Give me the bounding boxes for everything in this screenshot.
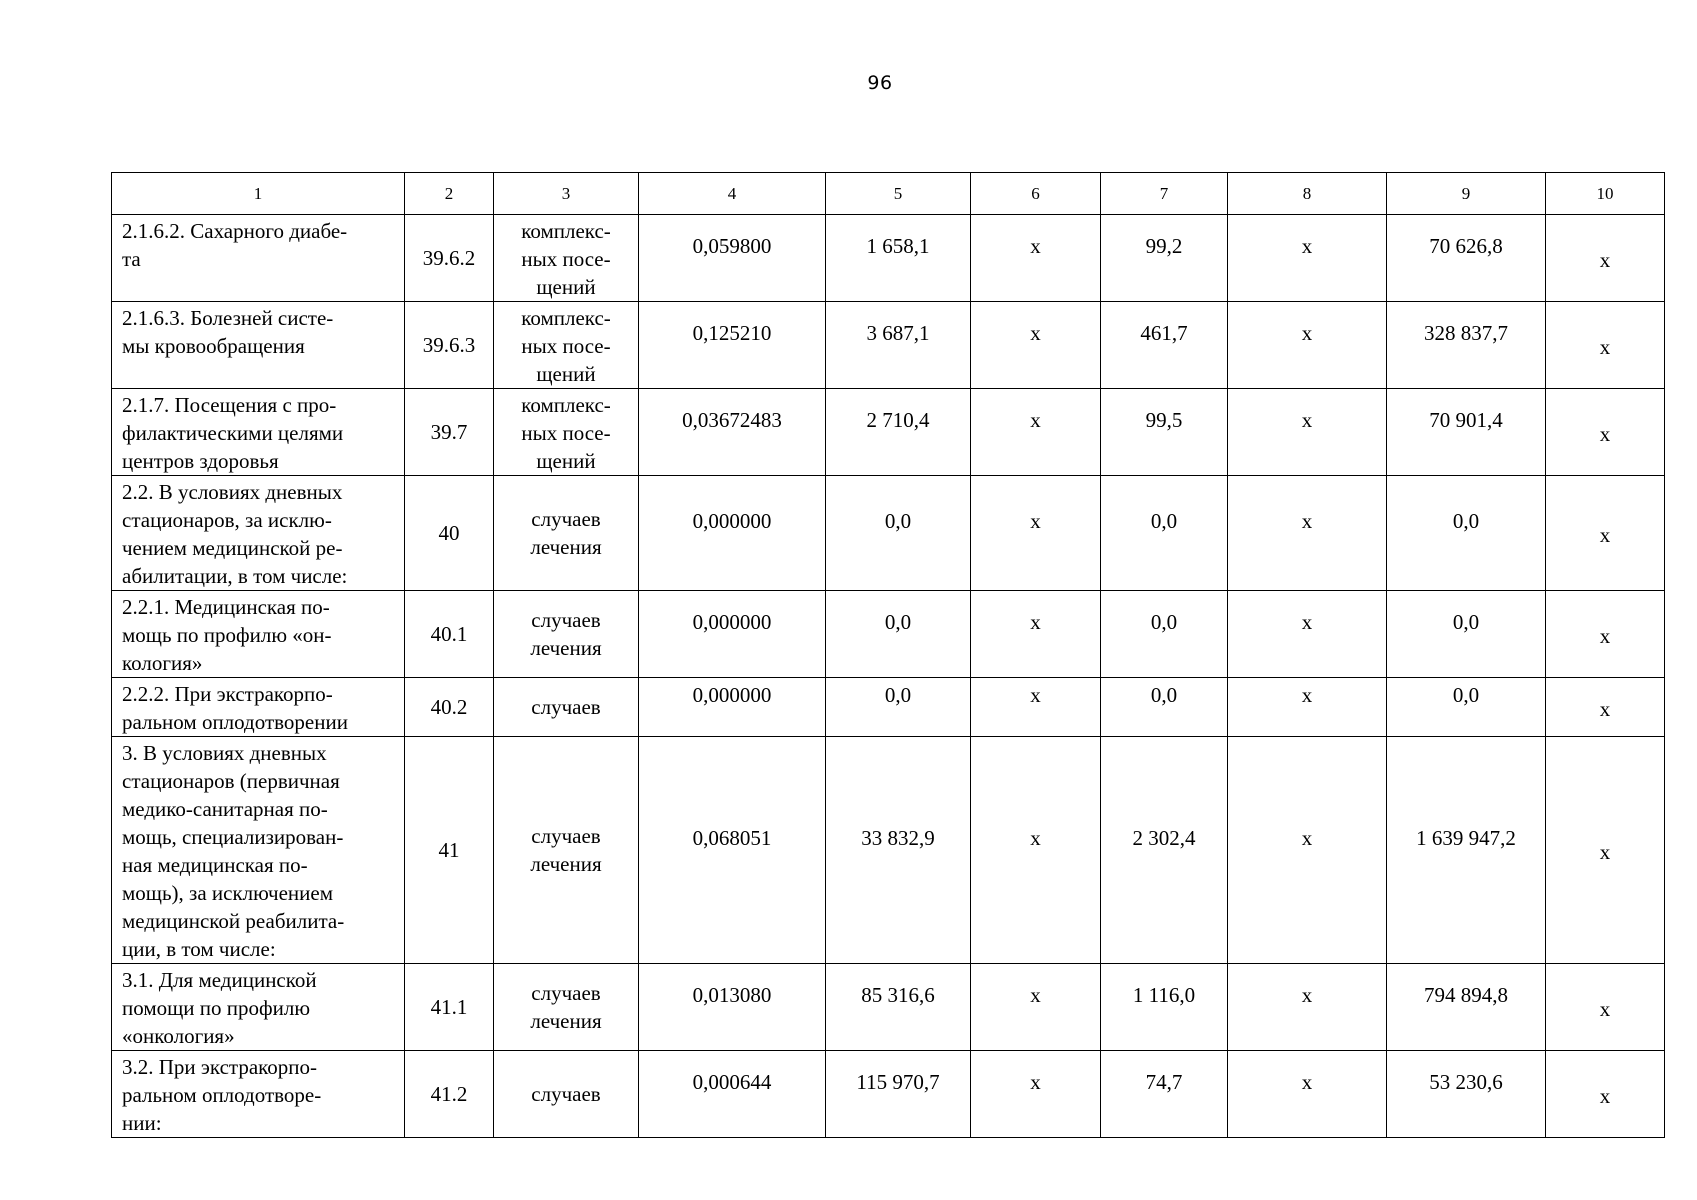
value-text: х xyxy=(1030,509,1041,533)
value-text: 0,000000 xyxy=(692,509,772,533)
value-text: 794 894,8 xyxy=(1424,983,1508,1007)
value-text: х xyxy=(1030,983,1041,1007)
value-text: 115 970,7 xyxy=(856,1070,940,1094)
unit-cell: случаев лечения xyxy=(494,964,639,1051)
code-cell xyxy=(405,737,494,964)
value-cell xyxy=(1228,737,1387,964)
value-text: 0,0 xyxy=(884,509,912,533)
value-text: х xyxy=(1599,248,1611,272)
unit-cell: случаев лечения xyxy=(494,737,639,964)
code-text: 39.6.2 xyxy=(422,246,476,270)
value-text: 0,0 xyxy=(1452,509,1480,533)
code-cell xyxy=(405,964,494,1051)
unit-cell: случаев xyxy=(494,678,639,737)
value-cell xyxy=(1546,964,1665,1051)
value-text: х xyxy=(1599,840,1611,864)
value-cell xyxy=(1101,737,1228,964)
value-cell xyxy=(826,389,971,476)
value-cell xyxy=(1228,964,1387,1051)
value-cell xyxy=(1228,389,1387,476)
value-cell xyxy=(1387,215,1546,302)
value-cell xyxy=(1101,389,1228,476)
code-cell xyxy=(405,678,494,737)
row-name-cell: 3.1. Для медицинской помощи по профилю «онкология» xyxy=(112,964,405,1051)
value-cell xyxy=(1101,302,1228,389)
value-cell xyxy=(1228,678,1387,737)
value-cell xyxy=(1387,678,1546,737)
value-cell xyxy=(1546,1051,1665,1138)
unit-cell: случаев xyxy=(494,1051,639,1138)
header-cell: 9 xyxy=(1387,173,1546,215)
header-cell: 7 xyxy=(1101,173,1228,215)
value-text: 1 116,0 xyxy=(1132,983,1196,1007)
table-row xyxy=(112,678,1665,737)
value-text: 0,125210 xyxy=(692,321,772,345)
table-row xyxy=(112,737,1665,964)
header-cell: 3 xyxy=(494,173,639,215)
value-cell xyxy=(639,591,826,678)
value-text: 0,013080 xyxy=(692,983,772,1007)
value-cell xyxy=(1101,591,1228,678)
value-text: х xyxy=(1301,983,1313,1007)
code-text: 40.1 xyxy=(430,622,468,646)
value-cell xyxy=(1228,476,1387,591)
value-text: 2 710,4 xyxy=(866,408,930,432)
value-cell xyxy=(639,678,826,737)
value-text: х xyxy=(1301,509,1313,533)
value-cell xyxy=(826,964,971,1051)
value-text: х xyxy=(1301,1070,1313,1094)
value-cell xyxy=(1101,215,1228,302)
value-text: 70 626,8 xyxy=(1429,234,1503,258)
code-text: 40.2 xyxy=(430,695,468,719)
value-text: 0,000000 xyxy=(692,683,772,707)
page-number: 96 xyxy=(867,72,893,94)
value-text: х xyxy=(1030,408,1041,432)
data-table xyxy=(111,172,1665,1138)
table-row xyxy=(112,964,1665,1051)
code-text: 39.6.3 xyxy=(422,333,476,357)
value-cell xyxy=(826,1051,971,1138)
value-cell xyxy=(1387,964,1546,1051)
value-text: 0,0 xyxy=(884,610,912,634)
value-cell xyxy=(1546,302,1665,389)
value-cell xyxy=(1101,476,1228,591)
table-row xyxy=(112,476,1665,591)
value-cell xyxy=(971,389,1101,476)
value-text: х xyxy=(1301,408,1313,432)
unit-cell: комплекс- ных посе- щений xyxy=(494,389,639,476)
row-name-cell: 3. В условиях дневных стационаров (первичная медико-санитарная по- мощь, специализирован- ная медицинская по- мощь), за исключением медицинской реабилита- ции, в том числе: xyxy=(112,737,405,964)
header-cell: 8 xyxy=(1228,173,1387,215)
value-cell xyxy=(971,476,1101,591)
code-cell xyxy=(405,1051,494,1138)
code-text: 41.1 xyxy=(430,995,468,1019)
value-cell xyxy=(1228,215,1387,302)
table-row xyxy=(112,215,1665,302)
value-cell xyxy=(1546,215,1665,302)
code-text: 41.2 xyxy=(430,1082,468,1106)
value-cell xyxy=(1546,476,1665,591)
table-header-row xyxy=(112,173,1665,215)
value-cell xyxy=(826,737,971,964)
value-text: 99,2 xyxy=(1145,234,1183,258)
value-cell xyxy=(639,215,826,302)
value-cell xyxy=(1387,302,1546,389)
code-cell xyxy=(405,476,494,591)
value-text: 0,03672483 xyxy=(682,408,782,432)
value-text: х xyxy=(1030,234,1041,258)
value-cell xyxy=(971,1051,1101,1138)
value-text: 1 639 947,2 xyxy=(1416,826,1516,850)
value-cell xyxy=(826,476,971,591)
value-text: х xyxy=(1301,234,1313,258)
value-text: 33 832,9 xyxy=(861,826,935,850)
value-text: х xyxy=(1599,422,1611,446)
value-text: 0,0 xyxy=(1150,509,1178,533)
value-cell xyxy=(1228,1051,1387,1138)
value-text: 0,0 xyxy=(1150,683,1178,707)
value-cell xyxy=(1546,389,1665,476)
code-text: 39.7 xyxy=(430,420,468,444)
value-text: х xyxy=(1301,321,1313,345)
code-cell xyxy=(405,591,494,678)
value-cell xyxy=(639,737,826,964)
value-text: х xyxy=(1030,321,1041,345)
unit-cell: случаев лечения xyxy=(494,591,639,678)
value-text: х xyxy=(1599,1084,1611,1108)
value-text: 0,0 xyxy=(1150,610,1178,634)
value-cell xyxy=(826,678,971,737)
value-text: 0,000000 xyxy=(692,610,772,634)
value-cell xyxy=(1228,302,1387,389)
value-text: х xyxy=(1301,610,1313,634)
value-cell xyxy=(639,389,826,476)
value-text: х xyxy=(1599,523,1611,547)
value-cell xyxy=(971,215,1101,302)
table-row xyxy=(112,1051,1665,1138)
value-cell xyxy=(1101,1051,1228,1138)
unit-cell: случаев лечения xyxy=(494,476,639,591)
value-text: х xyxy=(1030,826,1041,850)
code-cell xyxy=(405,302,494,389)
value-cell xyxy=(971,678,1101,737)
table-row xyxy=(112,302,1665,389)
value-text: 3 687,1 xyxy=(866,321,930,345)
header-cell: 2 xyxy=(405,173,494,215)
value-cell xyxy=(1546,678,1665,737)
value-text: х xyxy=(1030,683,1041,707)
header-cell: 5 xyxy=(826,173,971,215)
value-text: х xyxy=(1030,1070,1041,1094)
value-text: х xyxy=(1599,697,1611,721)
code-text: 41 xyxy=(438,838,460,862)
value-text: 0,0 xyxy=(884,683,912,707)
value-text: х xyxy=(1599,624,1611,648)
value-cell xyxy=(826,215,971,302)
value-text: 53 230,6 xyxy=(1429,1070,1503,1094)
value-text: х xyxy=(1301,683,1313,707)
value-cell xyxy=(1101,964,1228,1051)
value-text: х xyxy=(1599,997,1611,1021)
value-cell xyxy=(639,964,826,1051)
value-cell xyxy=(1546,737,1665,964)
value-cell xyxy=(1546,591,1665,678)
value-text: 0,0 xyxy=(1452,610,1480,634)
header-cell: 4 xyxy=(639,173,826,215)
value-cell xyxy=(971,302,1101,389)
value-cell xyxy=(639,1051,826,1138)
header-cell: 1 xyxy=(112,173,405,215)
value-cell xyxy=(971,591,1101,678)
table-row xyxy=(112,389,1665,476)
value-text: х xyxy=(1599,335,1611,359)
value-cell xyxy=(1387,591,1546,678)
value-cell xyxy=(639,302,826,389)
row-name-cell: 2.1.6.3. Болезней систе- мы кровообращения xyxy=(112,302,405,389)
value-text: 328 837,7 xyxy=(1424,321,1508,345)
value-text: х xyxy=(1301,826,1313,850)
header-cell: 6 xyxy=(971,173,1101,215)
code-text: 40 xyxy=(438,521,460,545)
value-cell xyxy=(1101,678,1228,737)
value-cell xyxy=(1387,389,1546,476)
value-cell xyxy=(639,476,826,591)
unit-cell: комплекс- ных посе- щений xyxy=(494,302,639,389)
code-cell xyxy=(405,389,494,476)
value-cell xyxy=(1387,1051,1546,1138)
header-cell: 10 xyxy=(1546,173,1665,215)
row-name-cell: 2.1.7. Посещения с про- филактическими целями центров здоровья xyxy=(112,389,405,476)
row-name-cell: 3.2. При экстракорпо- ральном оплодотворе- нии: xyxy=(112,1051,405,1138)
value-text: 2 302,4 xyxy=(1132,826,1196,850)
value-cell xyxy=(971,737,1101,964)
value-text: 85 316,6 xyxy=(861,983,935,1007)
value-text: 461,7 xyxy=(1140,321,1188,345)
value-text: 99,5 xyxy=(1145,408,1183,432)
row-name-cell: 2.2.1. Медицинская по- мощь по профилю «он- кология» xyxy=(112,591,405,678)
value-cell xyxy=(1228,591,1387,678)
row-name-cell: 2.2.2. При экстракорпо- ральном оплодотворении xyxy=(112,678,405,737)
row-name-cell: 2.1.6.2. Сахарного диабе- та xyxy=(112,215,405,302)
value-text: 70 901,4 xyxy=(1429,408,1503,432)
code-cell xyxy=(405,215,494,302)
value-text: 1 658,1 xyxy=(866,234,930,258)
row-name-cell: 2.2. В условиях дневных стационаров, за исклю- чением медицинской ре- абилитации, в том числе: xyxy=(112,476,405,591)
value-text: х xyxy=(1030,610,1041,634)
table-row xyxy=(112,591,1665,678)
value-text: 0,000644 xyxy=(692,1070,772,1094)
value-cell xyxy=(1387,737,1546,964)
value-cell xyxy=(1387,476,1546,591)
value-cell xyxy=(826,591,971,678)
value-cell xyxy=(971,964,1101,1051)
value-text: 0,068051 xyxy=(692,826,772,850)
value-cell xyxy=(826,302,971,389)
value-text: 0,059800 xyxy=(692,234,772,258)
value-text: 74,7 xyxy=(1145,1070,1183,1094)
value-text: 0,0 xyxy=(1452,683,1480,707)
unit-cell: комплекс- ных посе- щений xyxy=(494,215,639,302)
